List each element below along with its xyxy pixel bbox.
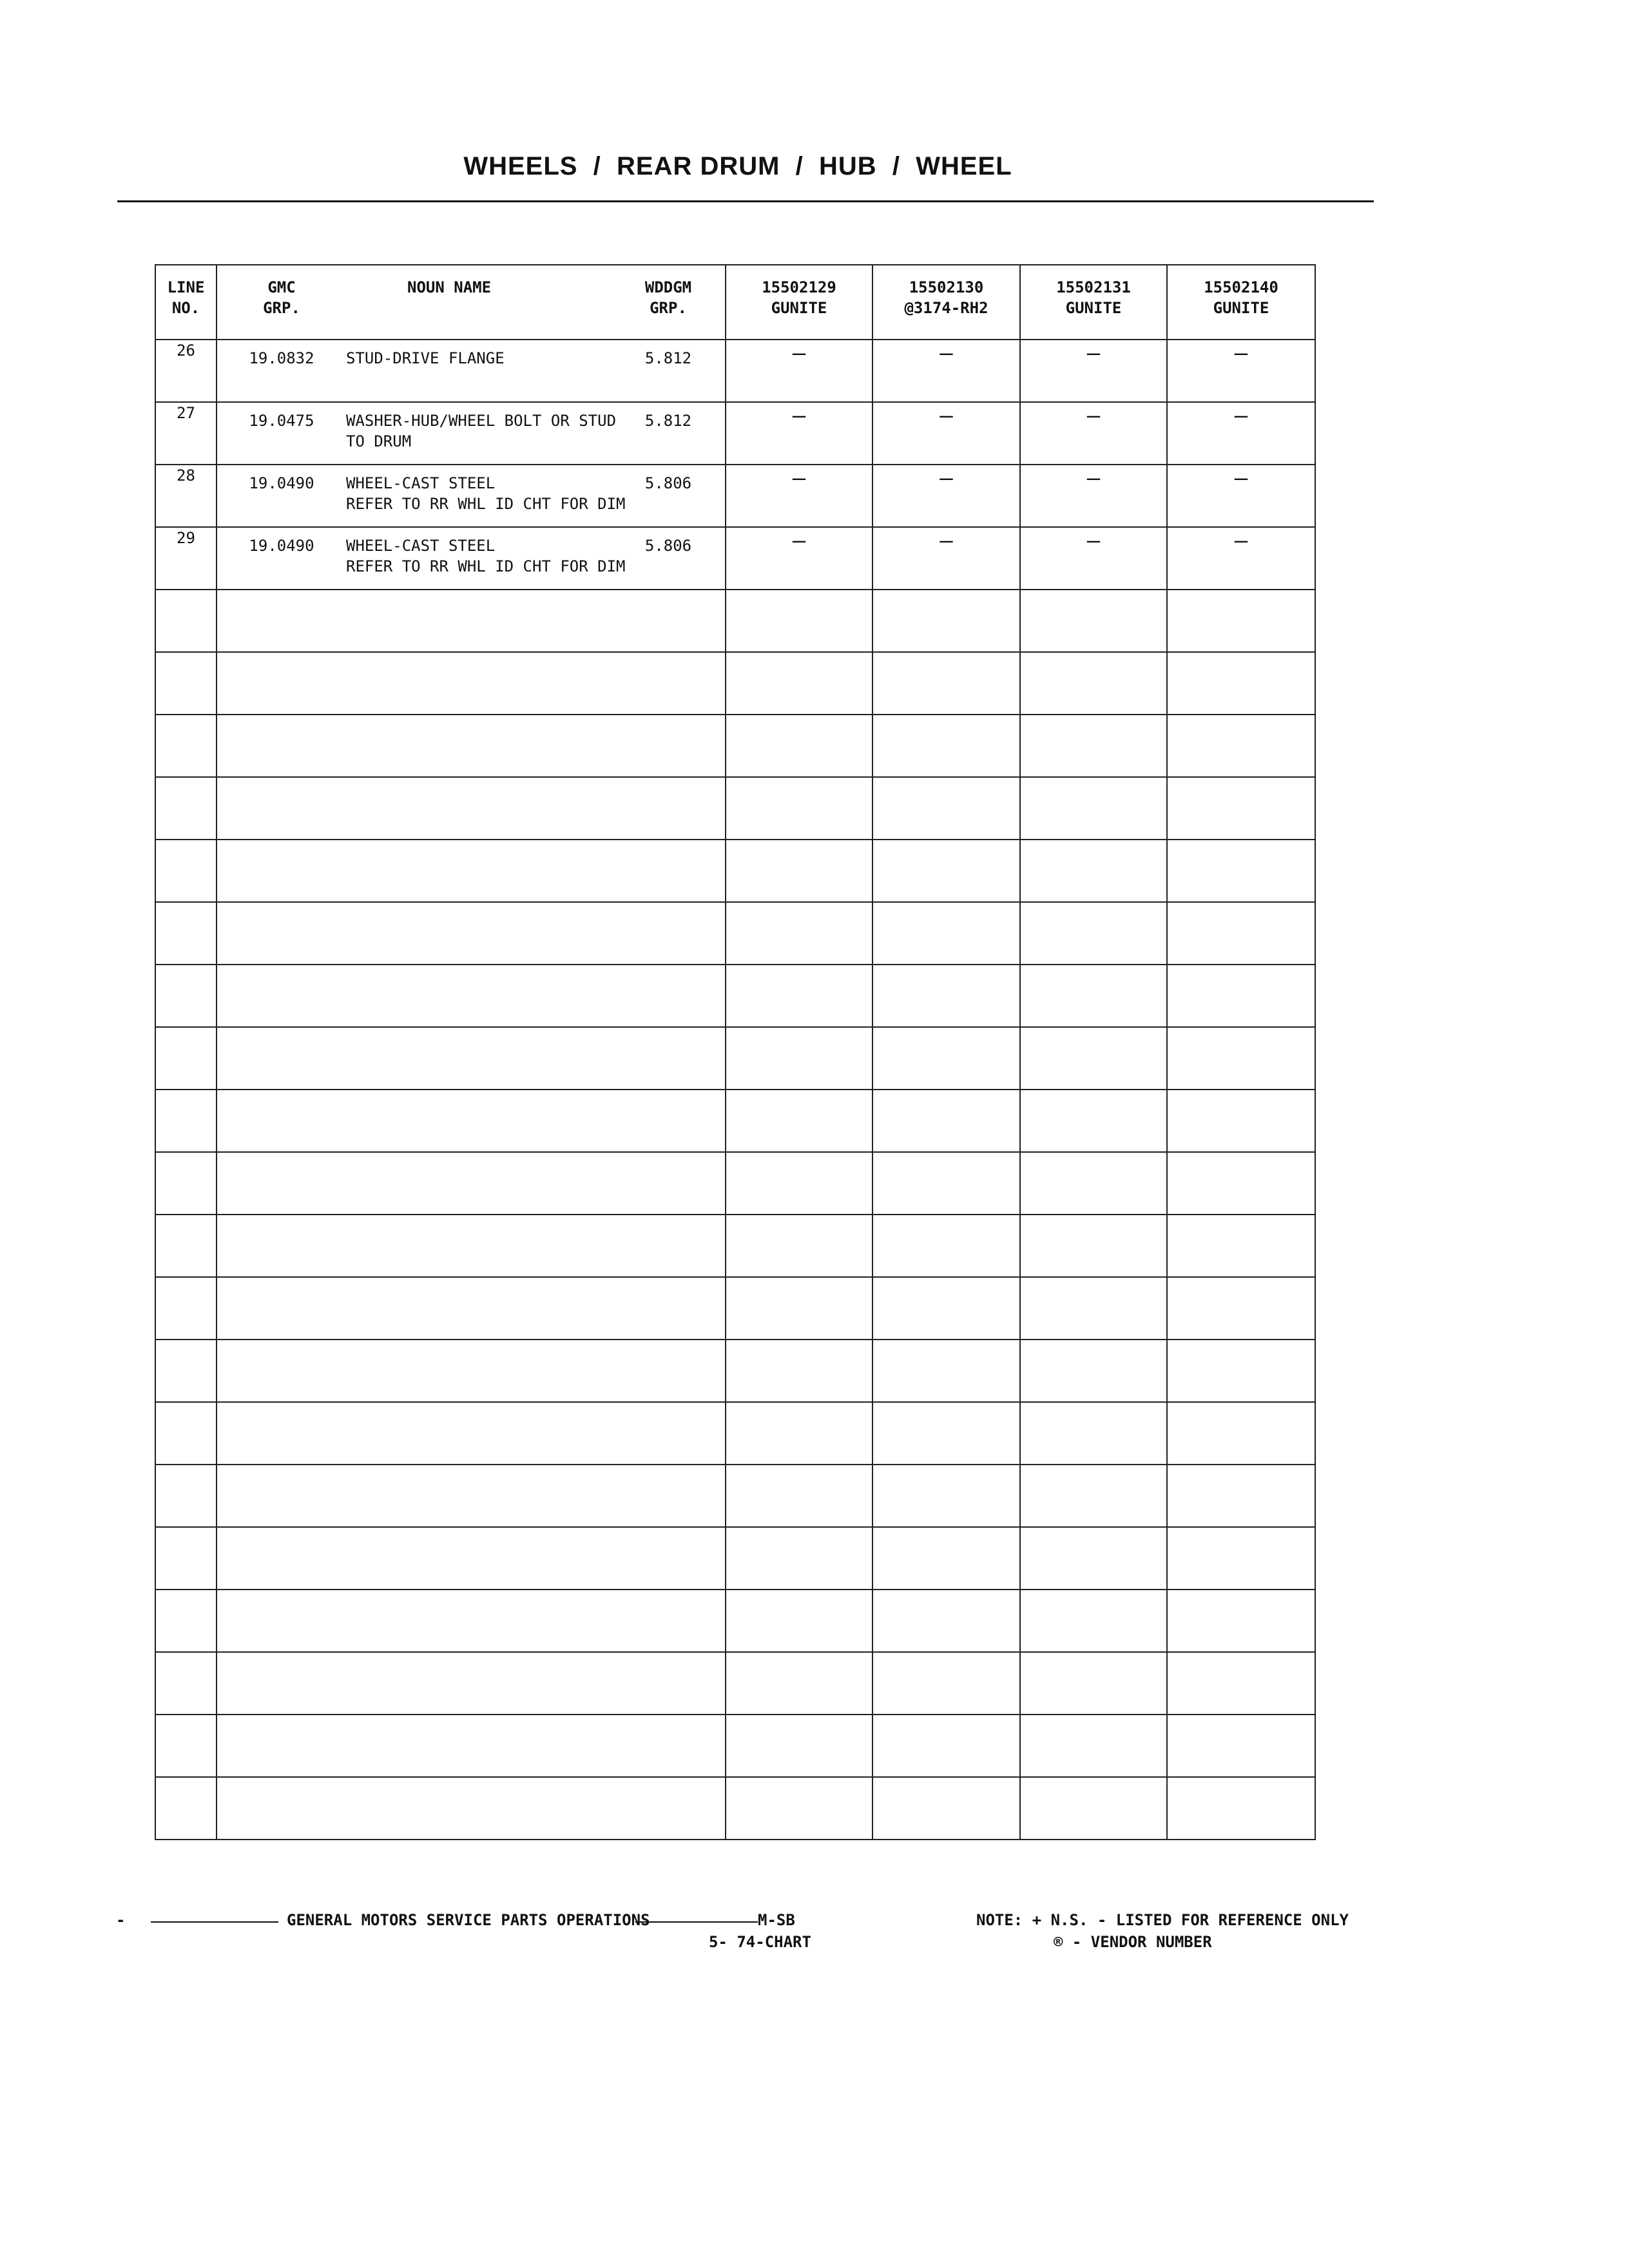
empty-cell bbox=[217, 1340, 726, 1402]
header-wddgm-grp: WDDGM GRP. bbox=[644, 278, 692, 317]
noun-name-cell: WASHER-HUB/WHEEL BOLT OR STUD TO DRUM bbox=[346, 412, 617, 450]
noun-name-cell: WHEEL-CAST STEEL REFER TO RR WHL ID CHT FOR DIM bbox=[346, 474, 626, 513]
empty-cell bbox=[872, 1715, 1020, 1777]
footer-organization: GENERAL MOTORS SERVICE PARTS OPERATIONS bbox=[287, 1911, 650, 1929]
gmc-grp-cell: 19.0490 bbox=[249, 537, 314, 555]
empty-cell bbox=[1020, 1527, 1167, 1590]
table-row bbox=[155, 402, 1315, 465]
description-cell bbox=[217, 340, 726, 402]
empty-cell bbox=[217, 965, 726, 1027]
title-divider bbox=[117, 200, 1374, 202]
table-row bbox=[155, 527, 1315, 590]
empty-cell bbox=[872, 902, 1020, 965]
part-cell: — bbox=[1167, 402, 1315, 465]
line-no-cell: 26 bbox=[155, 340, 217, 402]
header-noun-name: NOUN NAME bbox=[407, 278, 492, 296]
empty-cell bbox=[1167, 1340, 1315, 1402]
empty-cell bbox=[1167, 590, 1315, 652]
empty-cell bbox=[1020, 777, 1167, 840]
part-cell: — bbox=[1167, 465, 1315, 527]
footer-chart-ref: 5- 74-CHART bbox=[709, 1933, 811, 1951]
wddgm-grp-cell: 5.806 bbox=[644, 474, 692, 492]
header-description bbox=[217, 265, 726, 340]
empty-cell bbox=[217, 1402, 726, 1465]
empty-cell bbox=[1020, 1465, 1167, 1527]
header-part-15502129: 15502129 GUNITE bbox=[726, 265, 872, 340]
empty-cell bbox=[726, 1277, 872, 1340]
empty-cell bbox=[155, 1340, 217, 1402]
empty-cell bbox=[1020, 1402, 1167, 1465]
page-title: WHEELS / REAR DRUM / HUB / WHEEL bbox=[463, 152, 1012, 180]
empty-table-row bbox=[155, 1465, 1315, 1527]
empty-cell bbox=[155, 1402, 217, 1465]
empty-cell bbox=[726, 1715, 872, 1777]
empty-cell bbox=[217, 1152, 726, 1215]
empty-cell bbox=[1167, 1090, 1315, 1152]
empty-cell bbox=[1167, 1715, 1315, 1777]
header-gmc-grp: GMC GRP. bbox=[263, 278, 300, 317]
empty-cell bbox=[726, 1340, 872, 1402]
empty-table-row bbox=[155, 590, 1315, 652]
empty-cell bbox=[1167, 1777, 1315, 1840]
empty-cell bbox=[217, 715, 726, 777]
empty-cell bbox=[1167, 1027, 1315, 1090]
empty-table-row bbox=[155, 1652, 1315, 1715]
description-cell bbox=[217, 465, 726, 527]
empty-table-row bbox=[155, 1090, 1315, 1152]
empty-cell bbox=[1020, 1340, 1167, 1402]
empty-cell bbox=[1167, 1590, 1315, 1652]
part-cell: — bbox=[1020, 402, 1167, 465]
empty-cell bbox=[726, 1090, 872, 1152]
empty-cell bbox=[726, 1152, 872, 1215]
empty-cell bbox=[1167, 1402, 1315, 1465]
empty-cell bbox=[217, 590, 726, 652]
part-cell: — bbox=[726, 527, 872, 590]
line-no-cell: 27 bbox=[155, 402, 217, 465]
wddgm-grp-cell: 5.812 bbox=[644, 412, 692, 430]
empty-cell bbox=[217, 1527, 726, 1590]
empty-cell bbox=[872, 1152, 1020, 1215]
empty-cell bbox=[872, 1402, 1020, 1465]
footer-note: NOTE: + N.S. - LISTED FOR REFERENCE ONLY bbox=[976, 1911, 1349, 1929]
empty-table-row bbox=[155, 1715, 1315, 1777]
empty-cell bbox=[872, 590, 1020, 652]
empty-cell bbox=[872, 1277, 1020, 1340]
empty-cell bbox=[872, 1777, 1020, 1840]
empty-cell bbox=[872, 1527, 1020, 1590]
empty-table-row bbox=[155, 1027, 1315, 1090]
empty-cell bbox=[726, 840, 872, 902]
empty-cell bbox=[217, 1652, 726, 1715]
footer-rule bbox=[635, 1921, 758, 1923]
empty-cell bbox=[726, 902, 872, 965]
empty-cell bbox=[1020, 1715, 1167, 1777]
empty-cell bbox=[1167, 1465, 1315, 1527]
header-part-15502130: 15502130 @3174-RH2 bbox=[872, 265, 1020, 340]
empty-cell bbox=[1167, 777, 1315, 840]
empty-cell bbox=[217, 1590, 726, 1652]
empty-cell bbox=[726, 652, 872, 715]
part-cell: — bbox=[726, 340, 872, 402]
empty-cell bbox=[155, 1527, 217, 1590]
empty-cell bbox=[1020, 1652, 1167, 1715]
empty-cell bbox=[872, 1652, 1020, 1715]
empty-cell bbox=[155, 1027, 217, 1090]
empty-table-row bbox=[155, 652, 1315, 715]
empty-cell bbox=[217, 1215, 726, 1277]
empty-cell bbox=[726, 1590, 872, 1652]
empty-cell bbox=[1167, 1277, 1315, 1340]
empty-cell bbox=[1020, 840, 1167, 902]
part-cell: — bbox=[872, 402, 1020, 465]
empty-cell bbox=[726, 590, 872, 652]
empty-cell bbox=[872, 965, 1020, 1027]
empty-cell bbox=[217, 1465, 726, 1527]
empty-cell bbox=[155, 1215, 217, 1277]
footer-vendor-note: ® - VENDOR NUMBER bbox=[1054, 1933, 1212, 1951]
header-line-no: LINE NO. bbox=[155, 265, 217, 340]
empty-table-row bbox=[155, 1152, 1315, 1215]
empty-cell bbox=[155, 715, 217, 777]
empty-cell bbox=[155, 1777, 217, 1840]
empty-cell bbox=[872, 1590, 1020, 1652]
empty-table-row bbox=[155, 965, 1315, 1027]
empty-cell bbox=[155, 840, 217, 902]
empty-cell bbox=[872, 840, 1020, 902]
empty-cell bbox=[1167, 965, 1315, 1027]
noun-name-cell: WHEEL-CAST STEEL REFER TO RR WHL ID CHT FOR DIM bbox=[346, 537, 626, 575]
empty-table-row bbox=[155, 777, 1315, 840]
gmc-grp-cell: 19.0490 bbox=[249, 474, 314, 492]
empty-cell bbox=[872, 1215, 1020, 1277]
table-header-row bbox=[155, 265, 1315, 340]
noun-name-cell: STUD-DRIVE FLANGE bbox=[346, 349, 505, 367]
empty-cell bbox=[726, 715, 872, 777]
empty-cell bbox=[726, 1777, 872, 1840]
footer-code: M-SB bbox=[758, 1911, 795, 1929]
part-cell: — bbox=[726, 465, 872, 527]
empty-cell bbox=[217, 652, 726, 715]
empty-table-row bbox=[155, 1277, 1315, 1340]
part-cell: — bbox=[1020, 340, 1167, 402]
empty-cell bbox=[1020, 1215, 1167, 1277]
empty-cell bbox=[1020, 652, 1167, 715]
part-cell: — bbox=[872, 527, 1020, 590]
empty-cell bbox=[1167, 1527, 1315, 1590]
empty-cell bbox=[1167, 715, 1315, 777]
empty-cell bbox=[1020, 1277, 1167, 1340]
part-cell: — bbox=[1020, 527, 1167, 590]
empty-cell bbox=[726, 1402, 872, 1465]
header-part-15502131: 15502131 GUNITE bbox=[1020, 265, 1167, 340]
empty-cell bbox=[872, 715, 1020, 777]
empty-table-row bbox=[155, 902, 1315, 965]
empty-cell bbox=[155, 652, 217, 715]
gmc-grp-cell: 19.0832 bbox=[249, 349, 314, 367]
empty-cell bbox=[155, 1715, 217, 1777]
empty-cell bbox=[217, 1777, 726, 1840]
empty-cell bbox=[155, 1090, 217, 1152]
empty-cell bbox=[155, 777, 217, 840]
empty-cell bbox=[726, 1652, 872, 1715]
empty-cell bbox=[217, 1277, 726, 1340]
empty-cell bbox=[726, 1215, 872, 1277]
table-row bbox=[155, 465, 1315, 527]
empty-cell bbox=[1167, 1652, 1315, 1715]
empty-table-row bbox=[155, 1340, 1315, 1402]
empty-cell bbox=[217, 902, 726, 965]
empty-cell bbox=[872, 652, 1020, 715]
empty-table-row bbox=[155, 1527, 1315, 1590]
page-footer bbox=[116, 1911, 1349, 1963]
empty-cell bbox=[1167, 652, 1315, 715]
empty-cell bbox=[872, 1340, 1020, 1402]
footer-leading-dash: - bbox=[116, 1911, 126, 1929]
empty-cell bbox=[726, 1527, 872, 1590]
empty-cell bbox=[1167, 1215, 1315, 1277]
part-cell: — bbox=[1020, 465, 1167, 527]
empty-cell bbox=[726, 965, 872, 1027]
empty-table-row bbox=[155, 715, 1315, 777]
empty-cell bbox=[1020, 715, 1167, 777]
empty-cell bbox=[872, 777, 1020, 840]
part-cell: — bbox=[726, 402, 872, 465]
empty-table-row bbox=[155, 1590, 1315, 1652]
line-no-cell: 29 bbox=[155, 527, 217, 590]
empty-cell bbox=[1020, 1027, 1167, 1090]
empty-cell bbox=[726, 777, 872, 840]
empty-cell bbox=[872, 1090, 1020, 1152]
empty-cell bbox=[872, 1465, 1020, 1527]
empty-cell bbox=[1020, 965, 1167, 1027]
empty-cell bbox=[155, 1465, 217, 1527]
empty-cell bbox=[726, 1027, 872, 1090]
wddgm-grp-cell: 5.812 bbox=[644, 349, 692, 367]
part-cell: — bbox=[1167, 340, 1315, 402]
part-cell: — bbox=[872, 340, 1020, 402]
empty-cell bbox=[217, 840, 726, 902]
line-no-cell: 28 bbox=[155, 465, 217, 527]
empty-table-row bbox=[155, 1215, 1315, 1277]
empty-cell bbox=[726, 1465, 872, 1527]
empty-table-row bbox=[155, 1777, 1315, 1840]
empty-cell bbox=[155, 902, 217, 965]
empty-cell bbox=[155, 1152, 217, 1215]
empty-cell bbox=[155, 590, 217, 652]
gmc-grp-cell: 19.0475 bbox=[249, 412, 314, 430]
empty-cell bbox=[1020, 1590, 1167, 1652]
description-cell bbox=[217, 402, 726, 465]
empty-cell bbox=[217, 1027, 726, 1090]
empty-cell bbox=[217, 1090, 726, 1152]
empty-cell bbox=[872, 1027, 1020, 1090]
empty-cell bbox=[1020, 902, 1167, 965]
empty-cell bbox=[155, 965, 217, 1027]
parts-table bbox=[155, 264, 1316, 1840]
header-part-15502140: 15502140 GUNITE bbox=[1167, 265, 1315, 340]
part-cell: — bbox=[1167, 527, 1315, 590]
empty-cell bbox=[155, 1652, 217, 1715]
footer-rule bbox=[151, 1921, 278, 1923]
empty-cell bbox=[1167, 902, 1315, 965]
table-row bbox=[155, 340, 1315, 402]
part-cell: — bbox=[872, 465, 1020, 527]
empty-table-row bbox=[155, 1402, 1315, 1465]
empty-cell bbox=[1167, 840, 1315, 902]
empty-cell bbox=[217, 1715, 726, 1777]
empty-cell bbox=[155, 1277, 217, 1340]
wddgm-grp-cell: 5.806 bbox=[644, 537, 692, 555]
empty-table-row bbox=[155, 840, 1315, 902]
description-cell bbox=[217, 527, 726, 590]
empty-cell bbox=[217, 777, 726, 840]
empty-cell bbox=[155, 1590, 217, 1652]
empty-cell bbox=[1020, 1152, 1167, 1215]
empty-cell bbox=[1020, 1090, 1167, 1152]
empty-cell bbox=[1167, 1152, 1315, 1215]
empty-cell bbox=[1020, 1777, 1167, 1840]
empty-cell bbox=[1020, 590, 1167, 652]
